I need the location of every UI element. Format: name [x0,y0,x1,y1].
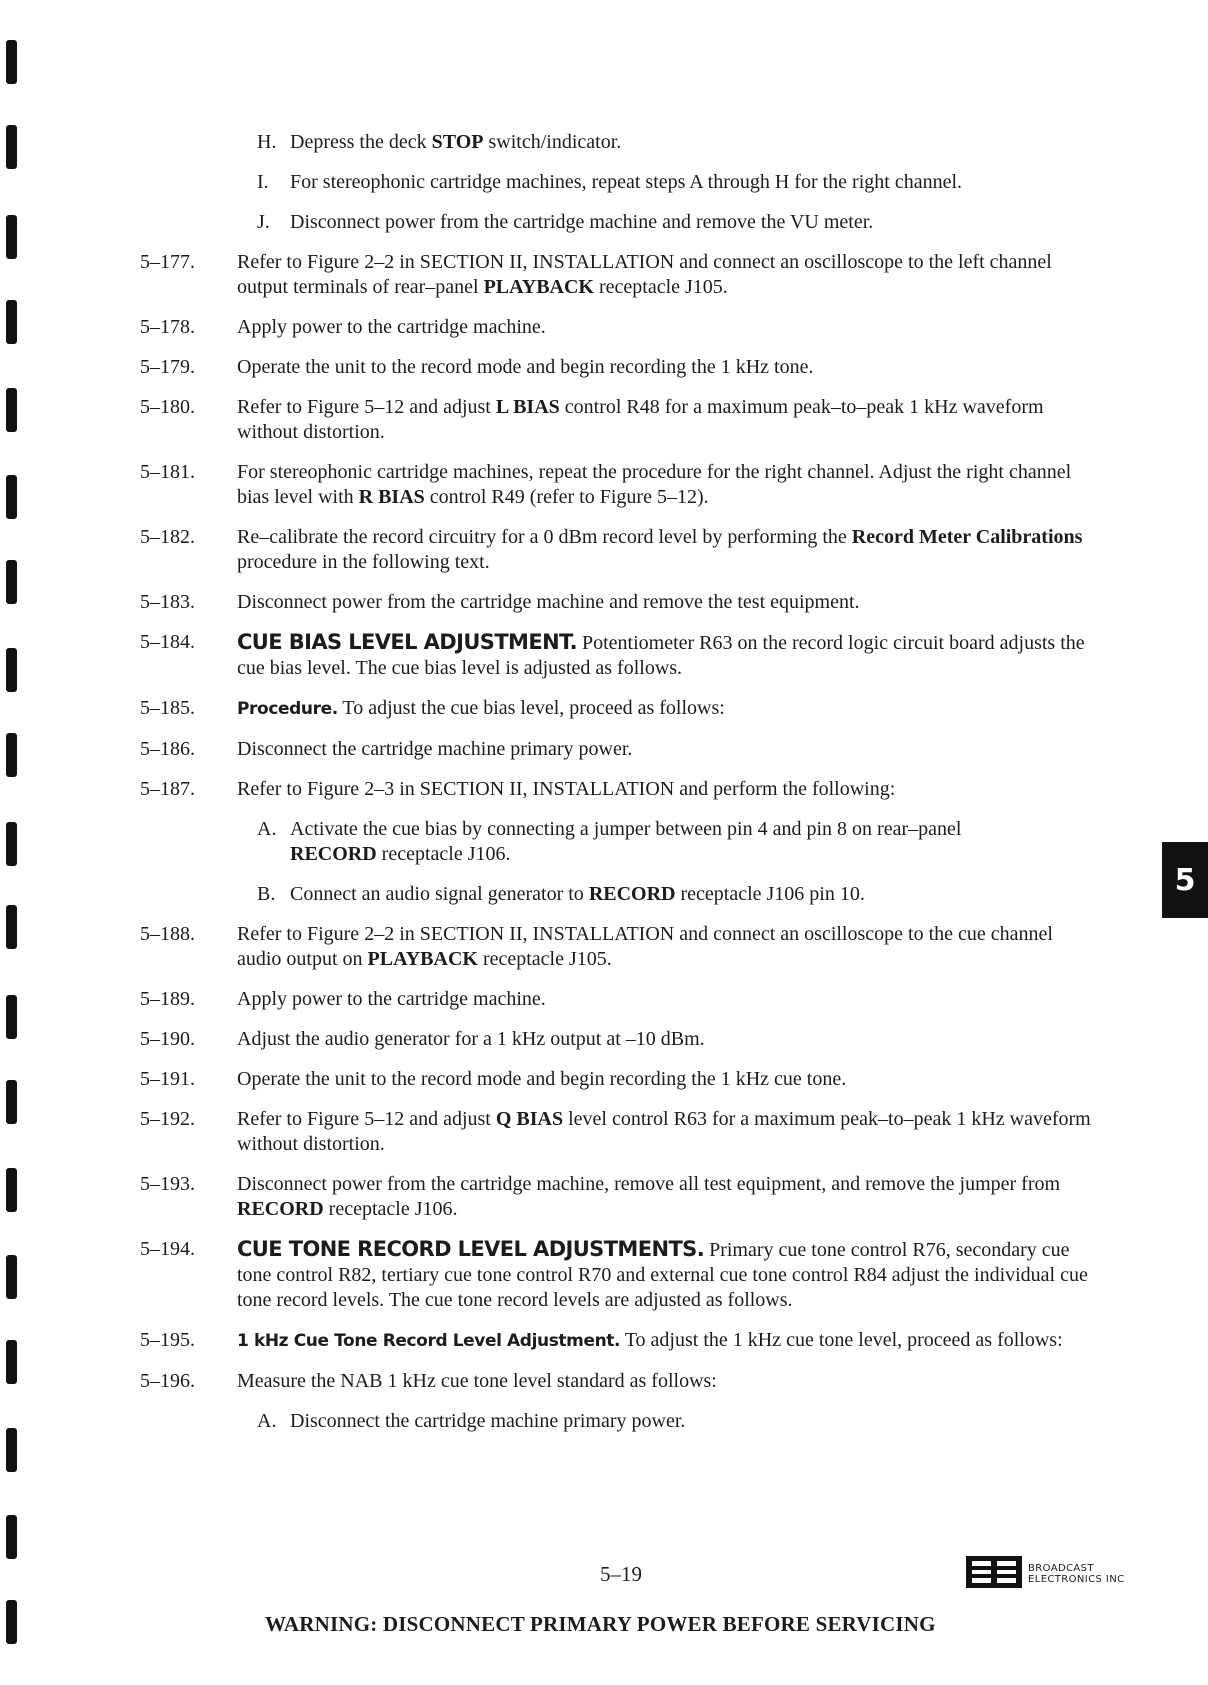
step-i: I. For stereophonic cartridge machines, repeat steps A through H for the right channel. [257,171,963,193]
logo-line-1: BROADCAST [1028,1563,1094,1574]
binding-hole [6,822,17,866]
step-187-b: B. Connect an audio signal generator to RECORD receptacle J106 pin 10. [257,883,865,905]
binding-hole [6,388,17,432]
binding-holes [0,0,30,1685]
paragraph-5-184: 5–184. CUE BIAS LEVEL ADJUSTMENT. Potentiometer R63 on the record logic circuit board adjusts the cue bias level. The cue bias level is adjusted as follows. [140,630,1085,679]
step-187-a: A. Activate the cue bias by connecting a jumper between pin 4 and pin 8 on rear–panel RECORD receptacle J106. [257,818,962,865]
paragraph-5-186: 5–186. Disconnect the cartridge machine primary power. [140,738,633,760]
page-number: 5–19 [600,1562,642,1586]
paragraph-5-178: 5–178. Apply power to the cartridge machine. [140,316,546,338]
binding-hole [6,215,17,259]
paragraph-5-188: 5–188. Refer to Figure 2–2 in SECTION II, INSTALLATION and connect an oscilloscope to the cue channel audio output on PLAYBACK receptacle J105. [140,923,1053,970]
binding-hole [6,1168,17,1212]
binding-hole [6,1600,17,1644]
binding-hole [6,995,17,1039]
binding-hole [6,125,17,169]
paragraph-5-177: 5–177. Refer to Figure 2–2 in SECTION II, INSTALLATION and connect an oscilloscope to the left channel output terminals of rear–panel PLAYBACK receptacle J105. [140,251,1052,298]
binding-hole [6,648,17,692]
paragraph-5-190: 5–190. Adjust the audio generator for a 1 kHz output at –10 dBm. [140,1028,705,1050]
paragraph-5-189: 5–189. Apply power to the cartridge machine. [140,988,546,1010]
step-j: J. Disconnect power from the cartridge machine and remove the VU meter. [257,211,874,233]
paragraph-5-180: 5–180. Refer to Figure 5–12 and adjust L BIAS control R48 for a maximum peak–to–peak 1 kHz waveform without distortion. [140,396,1044,443]
paragraph-5-181: 5–181. For stereophonic cartridge machines, repeat the procedure for the right channel. Adjust the right channel bias level with R BIAS control R49 (refer to Figure 5–12). [140,461,1072,508]
binding-hole [6,1340,17,1384]
binding-hole [6,40,17,84]
section-tab: 5 [1162,842,1208,918]
paragraph-5-185: 5–185. Procedure. To adjust the cue bias level, proceed as follows: [140,697,725,719]
binding-hole [6,1080,17,1124]
paragraph-5-196: 5–196. Measure the NAB 1 kHz cue tone level standard as follows: [140,1370,717,1392]
binding-hole [6,300,17,344]
page-content [140,130,1100,1434]
logo-line-2: ELECTRONICS INC [1028,1574,1125,1585]
paragraph-5-192: 5–192. Refer to Figure 5–12 and adjust Q BIAS level control R63 for a maximum peak–to–peak 1 kHz waveform without distortion. [140,1108,1091,1155]
step-196-a: A. Disconnect the cartridge machine primary power. [257,1410,686,1432]
paragraph-5-183: 5–183. Disconnect power from the cartridge machine and remove the test equipment. [140,591,860,613]
binding-hole [6,1428,17,1472]
paragraph-5-179: 5–179. Operate the unit to the record mode and begin recording the 1 kHz tone. [140,356,814,378]
be-logo-icon [966,1556,1022,1588]
paragraph-5-194: 5–194. CUE TONE RECORD LEVEL ADJUSTMENTS. Primary cue tone control R76, secondary cue tone control R82, tertiary cue tone control R70 and external cue tone control R84 adjust the individual cue tone record levels. The cue tone record levels are adjusted as follows. [140,1237,1088,1311]
paragraph-5-195: 5–195. 1 kHz Cue Tone Record Level Adjustment. To adjust the 1 kHz cue tone level, proceed as follows: [140,1329,1063,1351]
paragraph-5-187: 5–187. Refer to Figure 2–3 in SECTION II, INSTALLATION and perform the following: [140,778,896,800]
step-h: H. Depress the deck STOP switch/indicator. [257,131,622,153]
binding-hole [6,905,17,949]
company-logo [966,1556,1166,1590]
binding-hole [6,1255,17,1299]
paragraph-5-182: 5–182. Re–calibrate the record circuitry for a 0 dBm record level by performing the Record Meter Calibrations procedure in the following text. [140,526,1083,573]
binding-hole [6,475,17,519]
binding-hole [6,733,17,777]
paragraph-5-191: 5–191. Operate the unit to the record mode and begin recording the 1 kHz cue tone. [140,1068,847,1090]
paragraph-5-193: 5–193. Disconnect power from the cartridge machine, remove all test equipment, and remove the jumper from RECORD receptacle J106. [140,1173,1061,1220]
binding-hole [6,560,17,604]
binding-hole [6,1515,17,1559]
warning-footer: WARNING: DISCONNECT PRIMARY POWER BEFORE SERVICING [265,1612,936,1636]
